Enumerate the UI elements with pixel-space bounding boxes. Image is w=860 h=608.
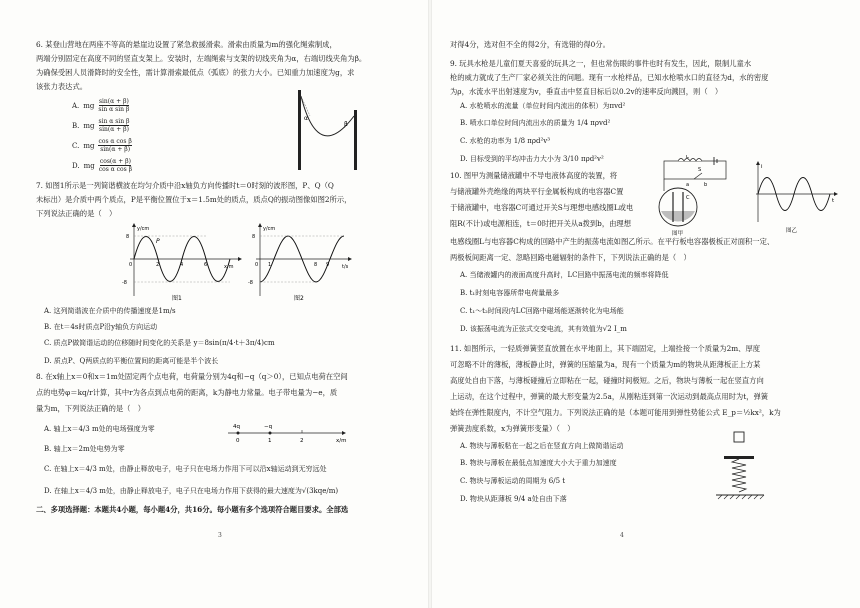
inductor-coil (678, 159, 702, 162)
q6-line-2: 两端分别固定在高度不同的竖直支架上。安装时，左端绳索与支架的切线夹角为α，右端切线夹角为β。 (36, 54, 367, 63)
q10-line-4: 阻R(不计)或电源相连，t＝0时把开关从a拨到b，由理想 (450, 219, 632, 228)
q6-option-letter: A. (72, 101, 80, 110)
fig-jia-caption: 图甲 (672, 231, 684, 237)
q9-option-c: C. 水枪的功率为 1/8 πρd²v³ (460, 137, 551, 145)
tank-liquid (661, 211, 695, 222)
q7-option-a: A. 这列简谐波在介质中的传播速度是1m/s (44, 307, 176, 315)
q6-option-letter: B. (72, 121, 80, 130)
fig2-xtick: 1 (268, 262, 272, 268)
q6-option-b (72, 118, 129, 133)
q6-line-3: 为确保受困人员滑降时的安全性，需计算滑索最低点（弧底）的张力大小。已知重力加速度为g，求 (36, 68, 355, 77)
fig1-xlabel: x/m (224, 264, 234, 270)
q6-option-prefix: mg (83, 141, 95, 150)
q8-xlabel: x/m (336, 438, 347, 444)
q9-option-d: D. 目标受到的平均冲击力大小为 3/10 πρd²v² (460, 155, 604, 163)
fig2-arrow-y (258, 223, 262, 227)
fig1-arrow-y (132, 223, 136, 227)
q9-option-b: B. 喷水口单位时间内流出水的质量为 1/4 πρvd² (460, 119, 611, 127)
q8-line-3: 量为m，下列说法正确的是（ ） (36, 404, 146, 413)
q11-line-1: 11. 如图所示，一轻质弹簧竖直放置在水平地面上，其下端固定，上端拴接一个质量为2m、厚度 (450, 344, 761, 353)
q6-option-d (72, 158, 132, 173)
q11-option-a: A. 物块与薄板粘在一起之后在竖直方向上做简谐运动 (460, 442, 624, 450)
q11-option-b: B. 物块与薄板在最低点加速度大小大于重力加速度 (460, 459, 617, 467)
yi-t-label: t (832, 198, 835, 204)
circuit-wire-top (664, 161, 726, 179)
q6-line-4: 该张力表达式。 (36, 82, 88, 91)
q8-option-b: B. 轴上x＝2m处电势为零 (44, 445, 125, 453)
fig1-xtick: 6 (204, 262, 208, 268)
q6-option-denominator: sin(α + β) (100, 146, 131, 153)
fig2-caption: 图2 (294, 295, 304, 302)
q6-option-prefix: mg (83, 101, 95, 110)
q9-line-2: 枪的威力就成了生产厂家必须关注的问题。现有一水枪样品，已知水枪喷水口的直径为d，水的密度 (450, 73, 769, 82)
q8-line-1: 8. 在x轴上x＝0和x＝1m处固定两个点电荷，电荷量分别为4q和−q（q＞0），已知点电荷在空间 (36, 372, 348, 381)
terminal-a-label: a (686, 182, 690, 188)
page-number-3: 3 (218, 532, 222, 539)
q11-option-d: D. 物块从距薄板 9/4 a处自由下落 (460, 495, 567, 503)
q10-line-5: 电感线圈L与电容器C构成的回路中产生的振荡电流如图乙所示。在平行板电容器极板正对面积一定、 (450, 237, 775, 246)
fig1-arrow-x (238, 257, 242, 261)
q6-option-prefix: mg (83, 121, 95, 130)
switch-label: S (698, 167, 702, 173)
q9-line-3: 为ρ，水流水平出射速度为v，垂直击中竖直目标后以0.2v的速率反向溅回，则（ ） (450, 87, 723, 96)
q6-option-letter: C. (72, 141, 80, 150)
q10-line-3: 于储液罐中，电容器C可通过开关S与理想电感线圈L或电 (450, 203, 634, 212)
capacitor-label: C (686, 195, 690, 201)
fig1-caption: 图1 (172, 295, 182, 302)
q11-spring-figure (710, 430, 770, 518)
q8-charge-axis-figure (218, 420, 358, 448)
q6-option-numerator: cos(α + β) (99, 158, 131, 165)
q10-option-b: B. t₁时刻电容器所带电荷量最多 (460, 289, 560, 297)
q7-line-2: 未标出）是介质中两个质点，P是平衡位置位于x＝1.5m处的质点，质点Q的振动图像如图2所示， (36, 195, 352, 204)
fig1-p-label: P (156, 238, 160, 245)
right-page (430, 0, 860, 608)
q10-line-1: 10. 图甲为测量储液罐中不导电液体高度的装置，将 (450, 171, 618, 180)
spring-coil (732, 459, 746, 492)
plate (724, 456, 754, 459)
fig2-ytick: 8 (252, 234, 256, 240)
q10-line-6: 两极板间距离一定、忽略回路电磁辐射的条件下，下列说法正确的是（ ） (450, 253, 691, 262)
switch-blade (694, 173, 702, 179)
q10-circuit-figure-jia (648, 155, 740, 237)
fig2-xtick: 8 (314, 262, 318, 268)
fig2-ylabel: y/cm (263, 226, 276, 232)
q6-option-denominator: cos α cos β (98, 166, 133, 173)
fig1-xtick: 4 (180, 262, 184, 268)
q7-wave-graph-fig1 (120, 222, 250, 302)
q7-option-c: C. 质点P做简谐运动的位移随时间变化的关系是 y＝8sin(π/4·t＋3π/4)cm (44, 339, 275, 347)
scoring-rule-line: 对得4分，选对但不全的得2分，有选错的得0分。 (450, 40, 610, 49)
right-pole (354, 110, 357, 170)
q8-line-2: 点的电势φ＝kq/r计算，其中r为各点到点电荷的距离，k为静电力常量。电子带电量为−e，质 (36, 388, 338, 397)
fig1-ytick: 8 (126, 234, 130, 240)
q6-option-prefix: mg (83, 161, 95, 170)
q6-option-c (72, 138, 132, 153)
q10-option-a: A. 当储液罐内的液面高度升高时，LC回路中振荡电流的频率将降低 (460, 271, 669, 279)
charge-4q-label: 4q (233, 424, 240, 430)
q6-option-denominator: sin(α + β) (99, 126, 129, 133)
q7-line-1: 7. 如图1所示是一列简谐横波在均匀介质中沿x轴负方向传播时t＝0时刻的波形图，P、Q（Q (36, 181, 334, 190)
q6-option-denominator: sin α sin β (98, 106, 130, 113)
q10-option-c: C. t₁～t₂时间段内LC回路中磁场能逐渐转化为电场能 (460, 307, 624, 315)
q8-xtick: 0 (236, 438, 240, 444)
q6-option-numerator: cos α cos β (98, 138, 132, 145)
beta-label: β (344, 121, 348, 128)
rope-curve (301, 96, 354, 136)
q6-option-letter: D. (72, 161, 80, 170)
fig1-xtick: 0 (129, 262, 133, 268)
q6-option-numerator: sin(α + β) (98, 98, 129, 105)
q11-line-3: 高度处自由下落，与薄板碰撞后立即粘在一起，碰撞时间极短。之后，物块与薄板一起在竖直方向 (450, 376, 764, 385)
q8-option-a: A. 轴上x＝4/3 m处的电场强度为零 (44, 425, 155, 433)
alpha-label: α (304, 115, 308, 122)
fig2-arrow-x (348, 257, 352, 261)
fig2-xtick: 9 (326, 262, 330, 268)
falling-block (734, 432, 744, 442)
fig2-ytick: -8 (248, 280, 253, 286)
q10-line-2: 与储液罐外壳绝缘的两块平行金属板构成的电容器C置 (450, 187, 624, 196)
q10-current-graph-yi (748, 160, 840, 236)
q8-xtick: 2 (300, 438, 304, 444)
left-pole (298, 90, 301, 170)
section-heading-multiple-choice: 二、多项选择题：本题共4小题，每小题4分，共16分。每小题有多个选项符合题目要求。全部选 (36, 505, 349, 514)
q7-option-b: B. 在t＝4s时质点P沿y轴负方向运动 (44, 323, 158, 331)
q8-arrow (342, 431, 346, 435)
fig2-xtick: 0 (255, 262, 259, 268)
charge-4q-dot (237, 432, 240, 435)
fig1-ylabel: y/cm (137, 226, 150, 232)
q7-option-d: D. 质点P、Q两质点的平衡位置间的距离可能是半个波长 (44, 357, 219, 365)
q6-line-1: 6. 某登山营地在两座不等高的悬崖边设置了紧急救援滑索。滑索由质量为m的强化绳索制成， (36, 40, 337, 49)
fig1-ytick: -8 (122, 280, 127, 286)
q7-line-3: 下列说法正确的是（ ） (36, 209, 117, 218)
q11-line-2: 可忽略不计的薄板，薄板静止时，弹簧的压缩量为a，现有一个质量为m的物块从距薄板正上方某 (450, 360, 761, 369)
fig2-xlabel: t/s (342, 264, 349, 270)
q6-option-a (72, 98, 129, 113)
q11-line-4: 上运动，在这个过程中，弹簧的最大形变量为2.5a，从刚粘连到第一次运动到最高点用时为t，弹簧 (450, 392, 769, 401)
terminal-b-label: b (704, 182, 708, 188)
charge-neg-q-dot (269, 432, 272, 435)
q8-option-d: D. 在轴上x＝4/3 m处，由静止释放电子，电子只在电场力作用下获得的最大速度为√(3kqe/m) (44, 487, 339, 495)
q9-option-a: A. 水枪喷水的流量（单位时间内流出的体积）为πvd² (460, 102, 626, 110)
fig-yi-caption: 图乙 (786, 228, 798, 234)
yi-i-label: i (761, 164, 763, 170)
page-number-4: 4 (620, 532, 624, 539)
ground-hatch (718, 495, 764, 499)
q11-line-5: 始终在弹性限度内，不计空气阻力。下列说法正确的是（本题可能用到弹性势能公式 E_p＝½kx²，k为 (450, 408, 781, 417)
q10-option-d: D. 该振荡电流为正弦式交变电流，其有效值为√2 I_m (460, 325, 627, 333)
yi-arrow-i (756, 161, 760, 165)
q11-option-c: C. 物块与薄板运动的周期为 6/5 t (460, 477, 566, 485)
alpha-tangent (301, 96, 310, 116)
charge-neg-q-label: −q (264, 424, 273, 430)
inductor-label: L (686, 155, 689, 160)
q7-vibration-graph-fig2 (248, 222, 358, 302)
q9-line-1: 9. 玩具水枪是儿童们夏天喜爱的玩具之一，但也常伤眼的事件也时有发生，因此，限制儿童水 (450, 59, 752, 68)
q11-line-6: 弹簧劲度系数，x为弹簧形变量）（ ） (450, 424, 575, 433)
yi-arrow-t (834, 192, 838, 196)
fig1-xtick: 2 (156, 262, 160, 268)
q6-rope-figure (292, 88, 366, 174)
q6-option-numerator: sin α sin β (98, 118, 130, 125)
q8-xtick: 1 (268, 438, 272, 444)
q8-option-c: C. 在轴上x＝4/3 m处，由静止释放电子，电子只在电场力作用下可以沿x轴运动到无穷远处 (44, 465, 327, 473)
